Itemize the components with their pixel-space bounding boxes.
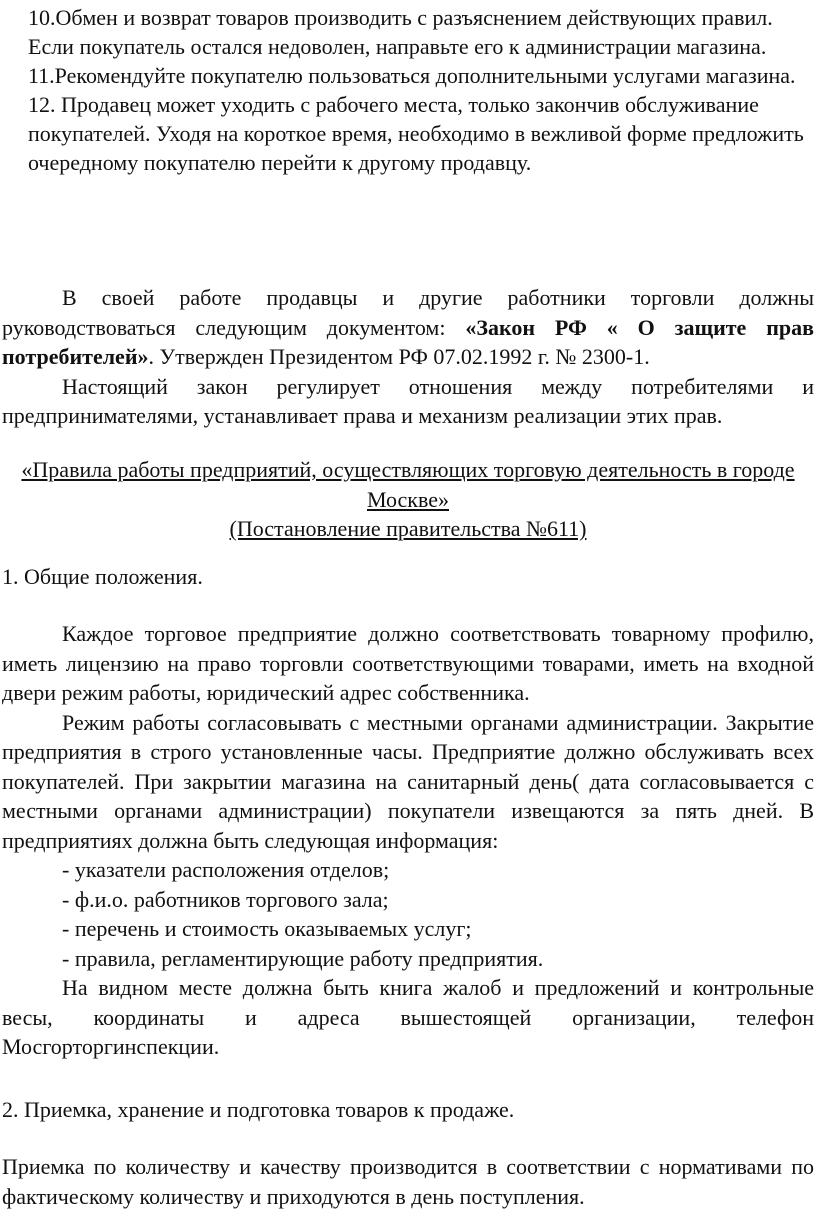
law-paragraph-2: Настоящий закон регулирует отношения между потребителями и предпринимателями, устанавливает права и механизм реализации этих прав. (2, 373, 814, 428)
law-text-after: . Утвержден Президентом РФ 07.02.1992 г. № 2300-1. (148, 344, 650, 369)
bullet-item: - правила, регламентирующие работу предприятия. (62, 945, 544, 971)
list-item: 11.Рекомендуйте покупателю пользоваться дополнительными услугами магазина. (28, 63, 796, 88)
section-2-body (2, 1152, 814, 1211)
law-paragraph (2, 283, 814, 372)
section-1-heading: 1. Общие положения. (2, 564, 203, 589)
section-1-paragraph: Каждое торговое предприятие должно соответствовать товарному профилю, иметь лицензию на право торговли соответствующими товарами, иметь на входной двери режим работы, юридический адрес собственника. (2, 621, 814, 705)
bullet-item: - указатели расположения отделов; (62, 857, 390, 882)
section-1-body (2, 619, 814, 1062)
section-1-paragraph: Режим работы согласовывать с местными органами администрации. Закрытие предприятия в строго установленные часы. Предприятие должно обслуживать всех покупателей. При закрытии магазина на санитарный день( дата согласовывается с местными органами администрации) покупатели извещаются за пять дней. В предприятиях должна быть следующая информация: (2, 709, 814, 853)
bullet-item: - перечень и стоимость оказываемых услуг; (62, 916, 472, 941)
rules-title (2, 455, 814, 544)
section-1-paragraph: На видном месте должна быть книга жалоб и предложений и контрольные весы, координаты и адреса вышестоящей организации, телефон Мосгорторгинспекции. (2, 975, 814, 1059)
section-2-heading: 2. Приемка, хранение и подготовка товаров к продаже. (2, 1097, 515, 1122)
bullet-item: - ф.и.о. работников торгового зала; (62, 886, 389, 912)
rules-title-line-1: «Правила работы предприятий, осуществляющих торговую деятельность в городе Москве» (21, 457, 795, 512)
law-section (2, 283, 814, 431)
list-item: 10.Обмен и возврат товаров производить с разъяснением действующих правил. Если покупатель остался недоволен, направьте его к администрации магазина. (28, 5, 773, 59)
list-item: 12. Продавец может уходить с рабочего места, только закончив обслуживание покупателей. Уходя на короткое время, необходимо в вежливой форме предложить очередному покупателю перейти к другому продавцу. (28, 92, 804, 175)
rules-title-line-2: (Постановление правительства №611) (229, 516, 587, 541)
law-text-before: В своей работе продавцы и другие работники торговли должны руководствоваться следующим документом: (2, 285, 814, 340)
law-name: «Закон РФ « О защите прав потребителей» (2, 314, 814, 369)
section-2-paragraph: Приемка по количеству и качеству производится в соответствии с нормативами по фактическому количеству и приходуются в день поступления. (2, 1154, 814, 1209)
numbered-list (28, 3, 808, 177)
